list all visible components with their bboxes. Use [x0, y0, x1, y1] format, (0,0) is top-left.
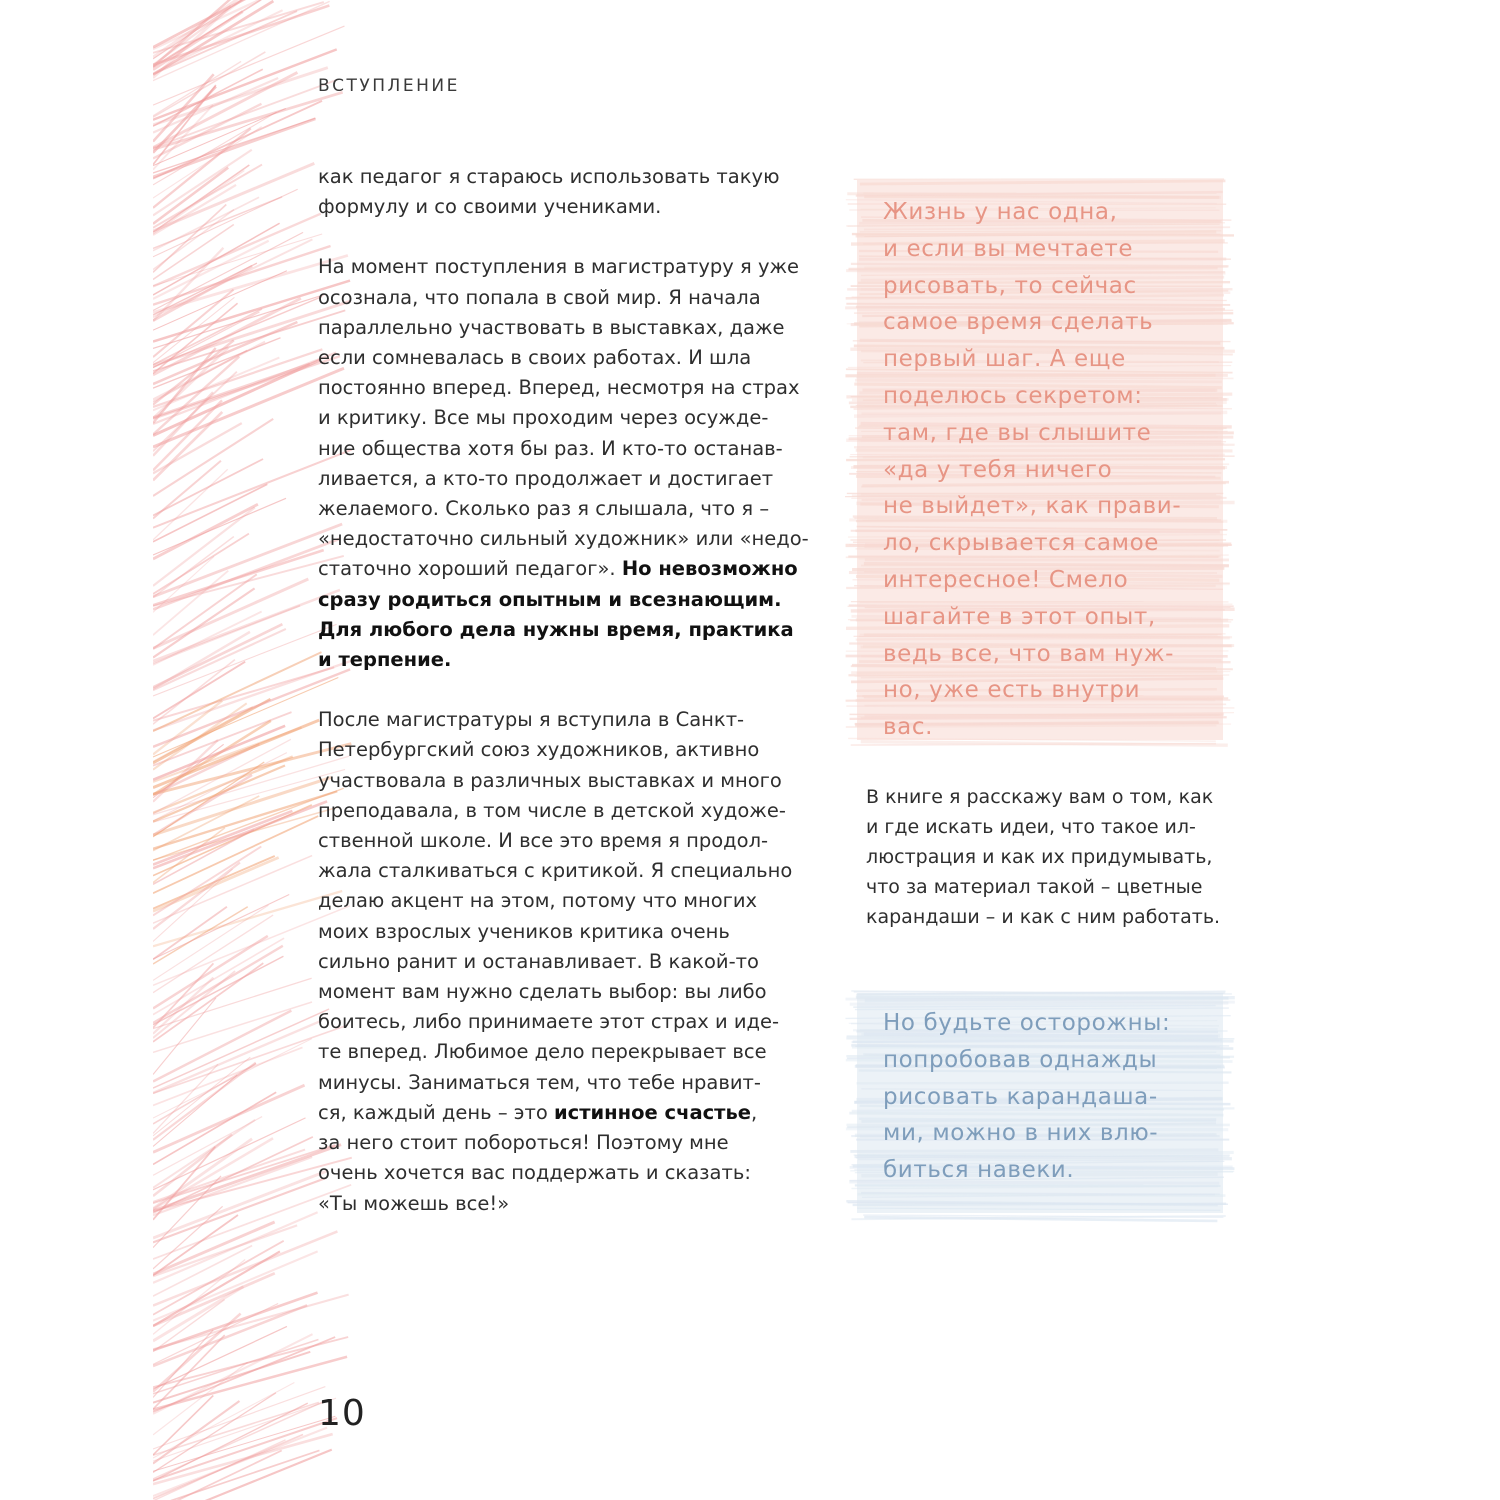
- page-number: 10: [318, 1393, 366, 1434]
- quote-line: там, где вы слышите: [883, 419, 1152, 446]
- text-line: карандаши – и как с ним работать.: [866, 906, 1221, 928]
- paragraph-2: [318, 252, 838, 675]
- paragraph-1: [318, 162, 838, 222]
- scribble-stroke: [153, 579, 308, 648]
- quote-line: рисовать карандаша-: [883, 1083, 1158, 1110]
- text-line: если сомневалась в своих работах. И шла: [318, 346, 752, 370]
- text-line: [318, 554, 838, 584]
- scribble-stroke: [153, 0, 245, 65]
- scribble-stroke: [153, 1092, 276, 1164]
- scribble-stroke: [153, 1334, 313, 1414]
- wash-stroke: [853, 1204, 1227, 1205]
- text-line: жала сталкиваться с критикой. Я специально: [318, 859, 793, 883]
- scribble-stroke: [153, 1075, 237, 1146]
- scribble-stroke: [153, 907, 248, 964]
- quote-line: но, уже есть внутри: [883, 677, 1141, 704]
- quote-line: и если вы мечтаете: [883, 235, 1134, 262]
- paragraph-3: [318, 705, 838, 1218]
- text-line: постоянно вперед. Вперед, несмотря на страх: [318, 376, 800, 400]
- text-line: что за материал такой – цветные: [866, 876, 1203, 898]
- scribble-stroke: [153, 1340, 318, 1394]
- bold-text-line: Для любого дела нужны время, практика: [318, 617, 794, 641]
- scribble-stroke: [153, 1450, 319, 1500]
- text-line: и критику. Все мы проходим через осужде-: [318, 406, 769, 430]
- side-text-column: [866, 782, 1246, 932]
- pull-quote-blue: [845, 985, 1235, 1225]
- quote-line: ведь все, что вам нуж-: [883, 640, 1174, 667]
- text-line: параллельно участвовать в выставках, даже: [318, 315, 785, 339]
- text-line: осознала, что попала в свой мир. Я начала: [318, 285, 761, 309]
- quote-line: вас.: [883, 714, 934, 741]
- bold-text-line: и терпение.: [318, 648, 452, 672]
- quote-line: ло, скрывается самое: [883, 530, 1159, 557]
- text-line: ние общества хотя бы раз. И кто-то останав-: [318, 436, 783, 460]
- scribble-stroke: [153, 504, 258, 559]
- scribble-stroke: [153, 210, 234, 270]
- text-line: те вперед. Любимое дело перекрывает все: [318, 1040, 767, 1064]
- pull-quote-text: [845, 172, 1235, 746]
- quote-line: Но будьте осторожны:: [883, 1010, 1171, 1036]
- scribble-stroke: [153, 1215, 238, 1275]
- quote-line: интересное! Смело: [883, 566, 1129, 593]
- text-line: В книге я расскажу вам о том, как: [866, 786, 1214, 808]
- scribble-stroke: [153, 1398, 336, 1461]
- text-line: как педагог я стараюсь использовать такую: [318, 165, 780, 188]
- quote-line: поделюсь секретом:: [883, 382, 1143, 409]
- text-line: минусы. Заниматься тем, что тебе нравит-: [318, 1070, 761, 1094]
- scribble-stroke: [153, 1039, 312, 1118]
- quote-line: биться навеки.: [883, 1157, 1075, 1184]
- section-label: ВСТУПЛЕНИЕ: [318, 76, 460, 96]
- scribble-stroke: [153, 660, 235, 724]
- text-line: Петербургский союз художников, активно: [318, 738, 760, 762]
- text-line: за него стоит побороться! Поэтому мне: [318, 1131, 729, 1155]
- quote-line: первый шаг. А еще: [883, 346, 1126, 373]
- text-line: моих взрослых учеников критика очень: [318, 919, 730, 943]
- text-line: сильно ранит и останавливает. В какой-то: [318, 949, 759, 973]
- text-fragment: ,: [751, 1100, 758, 1124]
- scribble-stroke: [153, 6, 329, 65]
- text-line: На момент поступления в магистратуру я уже: [318, 255, 800, 279]
- scribble-stroke: [153, 1435, 303, 1499]
- scribble-stroke: [153, 1450, 332, 1500]
- text-line: формулу и со своими учениками.: [318, 195, 662, 219]
- text-line: момент вам нужно сделать выбор: вы либо: [318, 980, 767, 1004]
- scribble-stroke: [153, 1021, 321, 1093]
- scribble-stroke: [153, 946, 283, 1023]
- quote-line: шагайте в этот опыт,: [883, 603, 1156, 630]
- bold-fragment: истинное счастье: [553, 1100, 752, 1124]
- quote-line: самое время сделать: [883, 309, 1154, 336]
- text-line: очень хочется вас поддержать и сказать:: [318, 1161, 751, 1185]
- text-line: люстрация и как их придумывать,: [866, 846, 1213, 868]
- text-line: участвовала в различных выставках и много: [318, 768, 782, 792]
- scribble-stroke: [153, 1057, 250, 1136]
- text-line: и где искать идеи, что такое ил-: [866, 816, 1196, 838]
- scribble-stroke: [153, 1352, 310, 1403]
- text-line: преподавала, в том числе в детской художе-: [318, 798, 786, 822]
- scribble-stroke: [153, 590, 340, 661]
- bold-text-line: сразу родиться опытным и всезнающим.: [318, 587, 782, 611]
- pull-quote-pink: [845, 172, 1235, 752]
- scribble-stroke: [153, 163, 314, 231]
- text-line: желаемого. Сколько раз я слышала, что я –: [318, 497, 770, 521]
- main-text-column: [318, 162, 838, 1249]
- scribble-stroke: [153, 469, 228, 540]
- quote-line: ми, можно в них влю-: [883, 1120, 1159, 1147]
- text-line: делаю акцент на этом, потому что многих: [318, 889, 758, 913]
- text-fragment: статочно хороший педагог».: [318, 557, 616, 581]
- pull-quote-text: [845, 985, 1235, 1189]
- text-line: «Ты можешь все!»: [318, 1191, 510, 1215]
- text-line: «недостаточно сильный художник» или «недо-: [318, 527, 809, 551]
- text-fragment: ся, каждый день – это: [318, 1100, 548, 1124]
- text-line: ственной школе. И все это время я продол-: [318, 829, 769, 853]
- quote-line: попробовав однажды: [883, 1046, 1158, 1073]
- quote-line: «да у тебя ничего: [883, 456, 1113, 483]
- text-line: [318, 1098, 838, 1128]
- text-line: боитесь, либо принимаете этот страх и иде-: [318, 1010, 780, 1034]
- scribble-stroke: [153, 165, 262, 228]
- quote-line: не выйдет», как прави-: [883, 493, 1182, 520]
- scribble-stroke: [153, 846, 261, 915]
- scribble-stroke: [153, 507, 255, 585]
- quote-line: Жизнь у нас одна,: [883, 199, 1118, 225]
- text-line: ливается, а кто-то продолжает и достигает: [318, 466, 774, 490]
- scribble-stroke: [153, 165, 249, 232]
- quote-line: рисовать, то сейчас: [883, 272, 1137, 299]
- scribble-stroke: [153, 1085, 305, 1152]
- bold-fragment: Но невозможно: [621, 557, 798, 581]
- scribble-stroke: [153, 234, 322, 286]
- text-line: После магистратуры я вступила в Санкт-: [318, 708, 745, 732]
